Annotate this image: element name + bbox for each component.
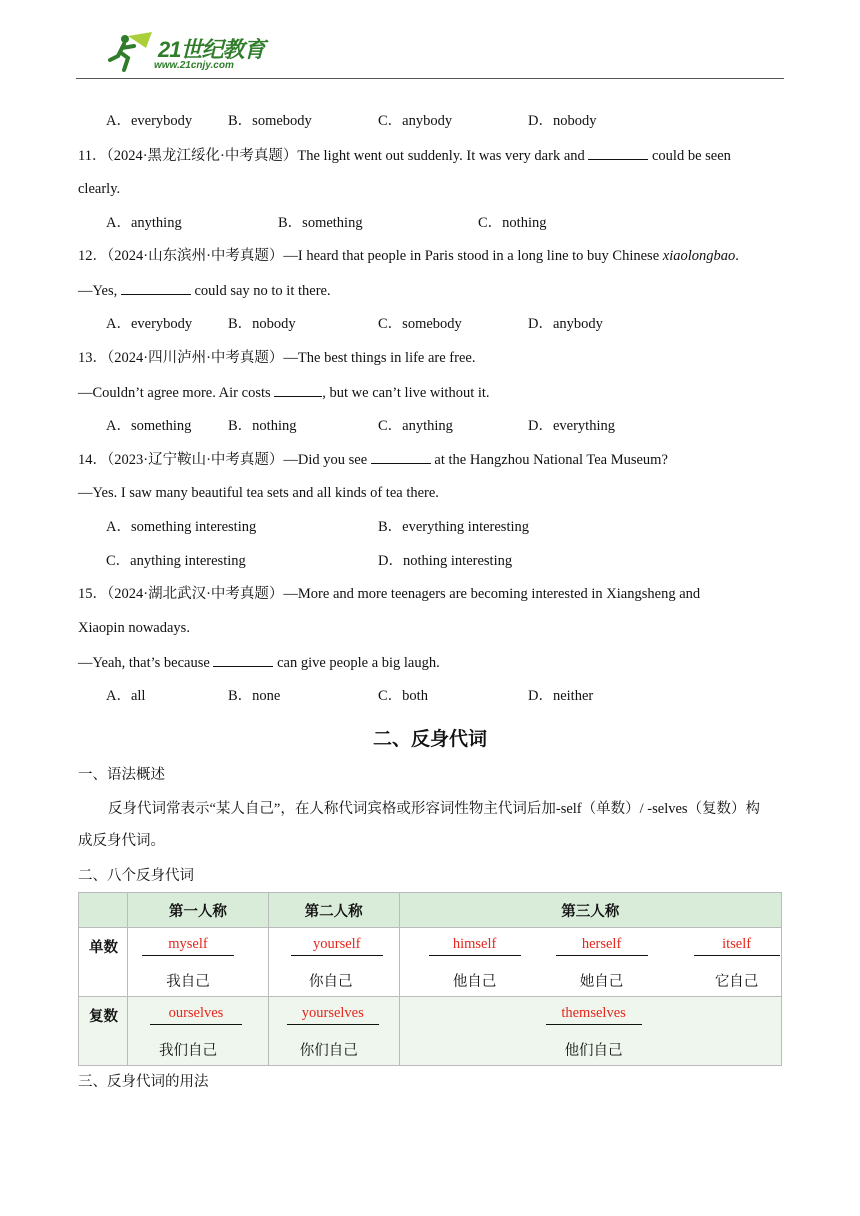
q11-option-b: B．something	[278, 215, 363, 231]
meaning-himself: 他自己	[452, 974, 497, 990]
q14-option-c: C．anything interesting	[106, 553, 246, 569]
table-cell	[268, 928, 399, 997]
q13-option-c: C．anything	[378, 418, 453, 434]
q11-option-a: A．anything	[106, 215, 182, 231]
meaning-itself: 它自己	[714, 974, 759, 990]
answer-herself: herself	[556, 936, 648, 956]
q14-reply: —Yes. I saw many beautiful tea sets and all kinds of tea there.	[78, 485, 439, 501]
meaning-ourselves: 我们自己	[158, 1043, 217, 1059]
meaning-themselves: 他们自己	[564, 1043, 623, 1059]
q12-stem-text: 12．（2024·山东滨州·中考真题）—I heard that people in Paris stood in a long line to buy Chinese	[78, 248, 660, 264]
table-header-row	[79, 893, 782, 928]
subheading-eight-pronouns: 二、八个反身代词	[78, 868, 194, 884]
answer-blank	[371, 449, 431, 464]
q15-reply	[78, 652, 440, 673]
answer-yourself: yourself	[291, 936, 383, 956]
q13-option-b: B．nothing	[228, 418, 297, 434]
table-cell	[127, 997, 268, 1066]
q15-reply-start: —Yeah, that’s because	[78, 655, 210, 671]
q12-option-b: B．nobody	[228, 316, 296, 332]
logo	[108, 30, 283, 76]
header-divider	[76, 78, 784, 79]
answer-blank	[588, 145, 648, 160]
table-header-second-person: 第二人称	[268, 893, 399, 928]
q11-stem-text: 11．（2024·黑龙江绥化·中考真题）The light went out suddenly. It was very dark and	[78, 148, 585, 164]
table-row	[79, 997, 782, 1066]
meaning-yourselves: 你们自己	[299, 1043, 358, 1059]
answer-ourselves: ourselves	[150, 1005, 242, 1025]
meaning-herself: 她自己	[579, 974, 624, 990]
q12-reply	[78, 280, 331, 301]
table-header-third-person: 第三人称	[399, 893, 781, 928]
table-header-blank	[79, 893, 128, 928]
table-cell	[268, 997, 399, 1066]
q15-option-a: A．all	[106, 688, 146, 704]
q14-option-d: D．nothing interesting	[378, 553, 513, 569]
q13-stem: 13．（2024·四川泸州·中考真题）—The best things in life are free.	[78, 350, 476, 366]
q15-stem-end: Xiaopin nowadays.	[78, 620, 190, 636]
meaning-yourself: 你自己	[309, 974, 353, 990]
q12-reply-end: could say no to it there.	[194, 283, 331, 299]
q13-reply	[78, 382, 490, 403]
answer-blank	[274, 382, 322, 397]
q14-stem	[78, 449, 668, 470]
q11-stem	[78, 145, 731, 166]
reflexive-pronoun-table	[78, 892, 782, 1066]
table-cell	[399, 997, 781, 1066]
q14-stem-cont: at the Hangzhou National Tea Museum?	[434, 452, 668, 468]
q13-reply-start: —Couldn’t agree more. Air costs	[78, 385, 271, 401]
logo-url: www.21cnjy.com	[154, 60, 234, 71]
subheading-usage: 三、反身代词的用法	[78, 1074, 209, 1090]
answer-himself: himself	[429, 936, 521, 956]
q13-option-a: A．something	[106, 418, 192, 434]
answer-itself: itself	[694, 936, 780, 956]
q15-stem: 15．（2024·湖北武汉·中考真题）—More and more teenagers are becoming interested in Xiangsheng and	[78, 586, 701, 602]
q12-stem-period: .	[735, 248, 739, 264]
q10-option-a: A．everybody	[106, 113, 193, 129]
section-title: 二、反身代词	[372, 729, 487, 750]
q14-option-a: A．something interesting	[106, 519, 257, 535]
q12-reply-start: —Yes,	[78, 283, 118, 299]
q12-option-a: A．everybody	[106, 316, 193, 332]
answer-myself: myself	[142, 936, 234, 956]
answer-yourselves: yourselves	[287, 1005, 379, 1025]
q12-option-c: C．somebody	[378, 316, 462, 332]
q12-stem	[78, 246, 739, 266]
q11-option-c: C．nothing	[478, 215, 547, 231]
logo-title: 21世纪教育	[158, 37, 265, 62]
answer-blank	[121, 280, 191, 295]
q13-reply-end: , but we can’t live without it.	[322, 385, 490, 401]
q10-option-c: C．anybody	[378, 113, 453, 129]
page-header	[0, 0, 860, 82]
row-label-text: 复数	[89, 1009, 118, 1025]
overview-paragraph-cont: 成反身代词。	[78, 833, 165, 849]
answer-themselves: themselves	[546, 1005, 642, 1025]
row-label-plural	[79, 997, 128, 1066]
q10-option-b: B．somebody	[228, 113, 312, 129]
subheading-overview: 一、语法概述	[78, 767, 165, 783]
table-cell	[399, 928, 781, 997]
table-row	[79, 928, 782, 997]
q10-option-d: D．nobody	[528, 113, 597, 129]
overview-paragraph: 反身代词常表示“某人自己”，在人称代词宾格或形容词性物主代词后加-self（单数）/ -selves（复数）构	[108, 801, 761, 817]
q12-stem-italic: xiaolongbao	[662, 248, 736, 264]
q14-stem-text: 14．（2023·辽宁鞍山·中考真题）—Did you see	[78, 452, 368, 468]
answer-blank	[213, 652, 273, 667]
meaning-myself: 我自己	[166, 974, 210, 990]
q15-option-b: B．none	[228, 688, 281, 704]
runner-logo-icon	[108, 30, 154, 74]
q12-option-d: D．anybody	[528, 316, 603, 332]
q15-option-d: D．neither	[528, 688, 594, 704]
q13-option-d: D．everything	[528, 418, 615, 434]
q11-stem-cont: could be seen	[652, 148, 731, 164]
table-header-first-person: 第一人称	[127, 893, 268, 928]
q14-option-b: B．everything interesting	[378, 519, 530, 535]
row-label-singular	[79, 928, 128, 997]
table-cell	[127, 928, 268, 997]
row-label-text: 单数	[89, 940, 118, 956]
q11-stem-end: clearly.	[78, 181, 121, 197]
q15-reply-end: can give people a big laugh.	[277, 655, 440, 671]
q15-option-c: C．both	[378, 688, 428, 704]
